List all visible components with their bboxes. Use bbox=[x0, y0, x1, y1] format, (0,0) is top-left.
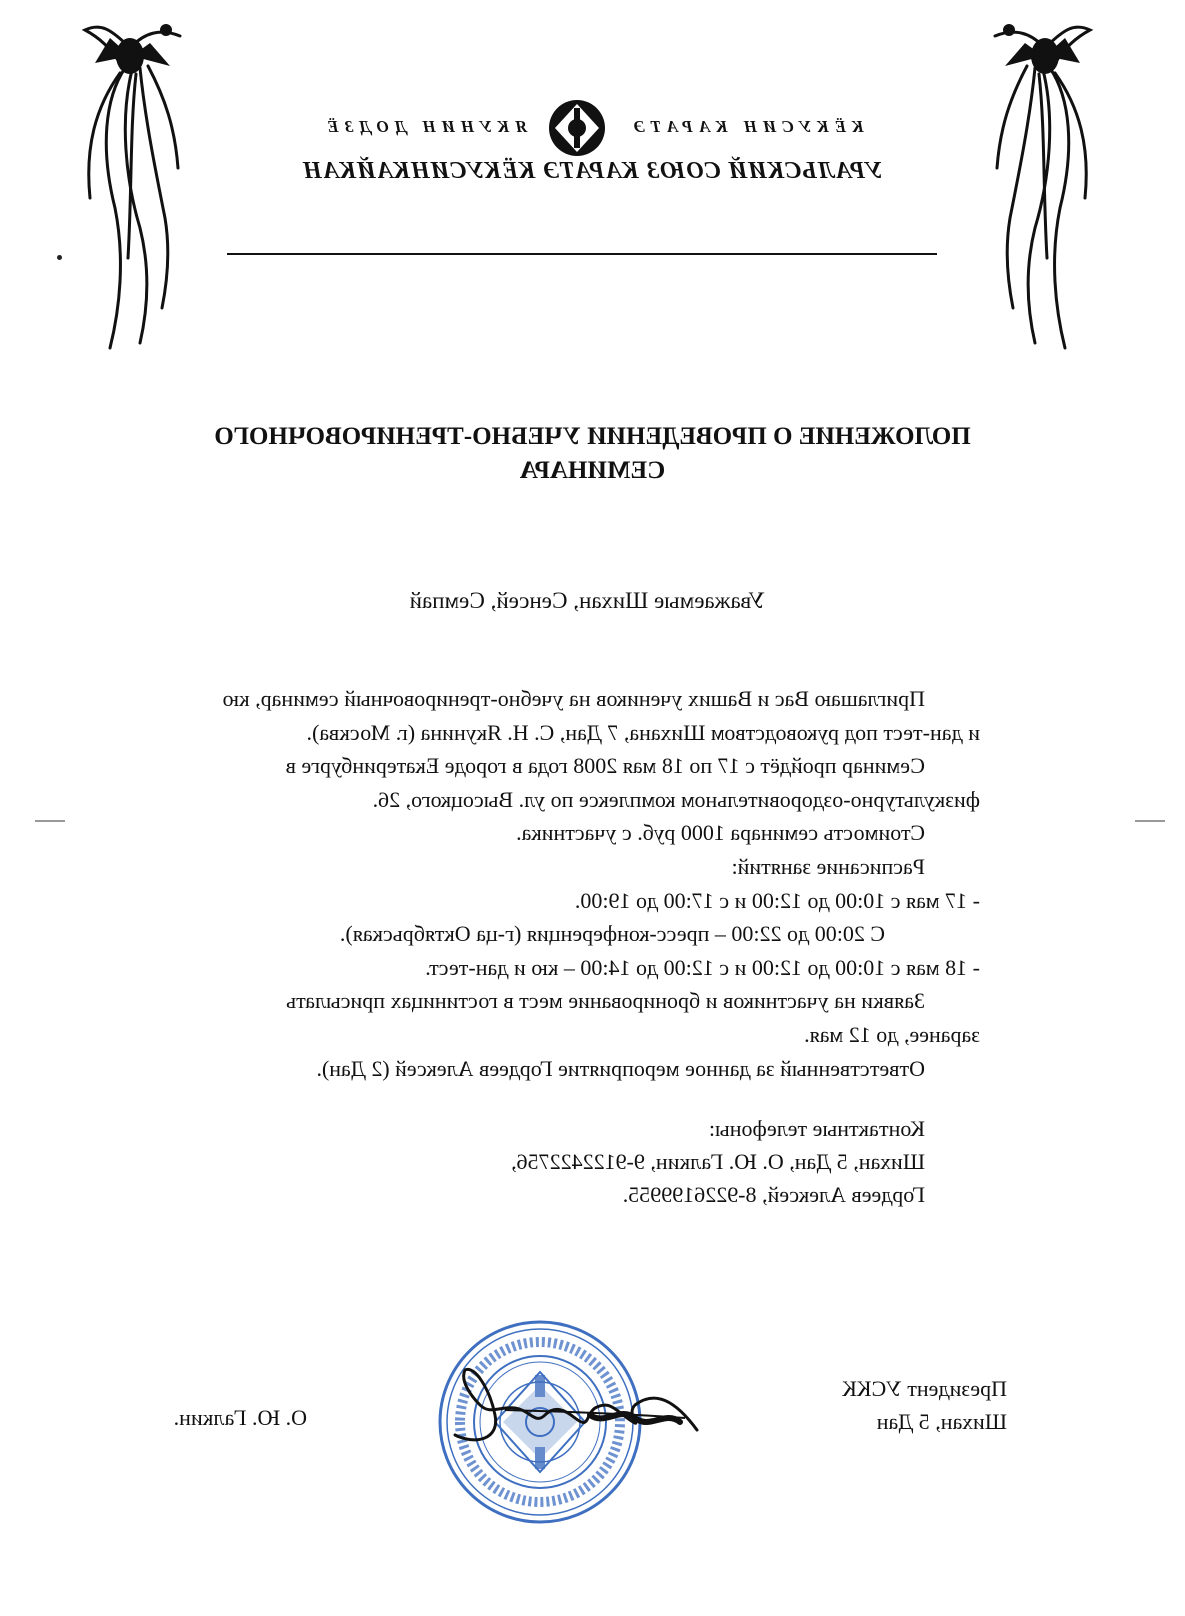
contacts-heading: Контактные телефоны: bbox=[708, 1116, 925, 1141]
signer-name: О. Ю. Галкин. bbox=[173, 1405, 307, 1430]
contact-line: Шихан, 5 Дан, О. Ю. Галкин, 9-9122422756, bbox=[511, 1149, 925, 1174]
greeting: Уважаемые Шихан, Сенсей, Семпай bbox=[409, 588, 765, 613]
header-divider bbox=[227, 253, 937, 255]
document-title-line1: ПОЛОЖЕНИЕ О ПРОВЕДЕНИИ УЧЕБНО-ТРЕНИРОВОЧНОГО bbox=[214, 423, 971, 450]
signer-position bbox=[842, 1372, 1007, 1438]
letterhead-line1 bbox=[0, 98, 1185, 158]
scan-speck bbox=[35, 820, 65, 822]
signer-title: Президент УСКК bbox=[842, 1376, 1007, 1401]
body-line: Заявки на участников и бронирование мест в гостиницах присылать bbox=[286, 988, 925, 1014]
body-line: Стоимость семинара 1000 руб. с участника. bbox=[516, 820, 925, 846]
scan-speck bbox=[57, 255, 62, 260]
scan-speck bbox=[1135, 820, 1165, 822]
document-title bbox=[60, 420, 1125, 488]
body-line: и дан-тест под руководством Шихана, 7 Дан, С. Н. Якунина (г. Москва). bbox=[306, 719, 980, 745]
contacts-block bbox=[511, 1112, 925, 1211]
body-line: Приглашаю Вас и Ваших учеников на учебно-тренировочный семинар, кю bbox=[222, 686, 925, 711]
kanku-emblem-icon bbox=[547, 98, 607, 158]
letterhead-left-text: КЁКУСИН КАРАТЭ bbox=[627, 116, 864, 136]
schedule-item: - 18 мая с 10:00 до 12:00 и с 12:00 до 14:00 – кю и дан-тест. bbox=[425, 954, 980, 980]
schedule-item: - 17 мая с 10:00 до 12:00 и с 17:00 до 19:00. bbox=[574, 887, 980, 913]
handwritten-signature-icon bbox=[445, 1360, 705, 1455]
schedule-item: С 20:00 до 22:00 – пресс-конференция (г-ца Октябрьская). bbox=[339, 921, 885, 947]
body-line: Расписание занятий: bbox=[731, 853, 925, 879]
letterhead-organization: УРАЛЬСКИЙ СОЮЗ КАРАТЭ КЁКУСИНКАЙКАН bbox=[302, 158, 883, 184]
letterhead-right-text: ЯКУНИН ДОДЗЁ bbox=[321, 116, 528, 136]
body-line: физкультурно-оздоровительном комплексе по ул. Высоцкого, 26. bbox=[372, 786, 980, 812]
document-title-line2: СЕМИНАРА bbox=[519, 457, 666, 484]
body-line: заранее, до 12 мая. bbox=[804, 1021, 980, 1047]
contact-line: Гордеев Алексей, 8-9226199955. bbox=[622, 1182, 925, 1207]
signer-rank: Шихан, 5 Дан bbox=[876, 1409, 1007, 1434]
body-line: Семинар пройдёт с 17 по 18 мая 2008 года в городе Екатеринбурге в bbox=[285, 753, 925, 779]
letter-body bbox=[150, 682, 980, 1085]
body-line: Ответственный за данное мероприятие Гордеев Алексей (2 Дан). bbox=[316, 1055, 925, 1081]
